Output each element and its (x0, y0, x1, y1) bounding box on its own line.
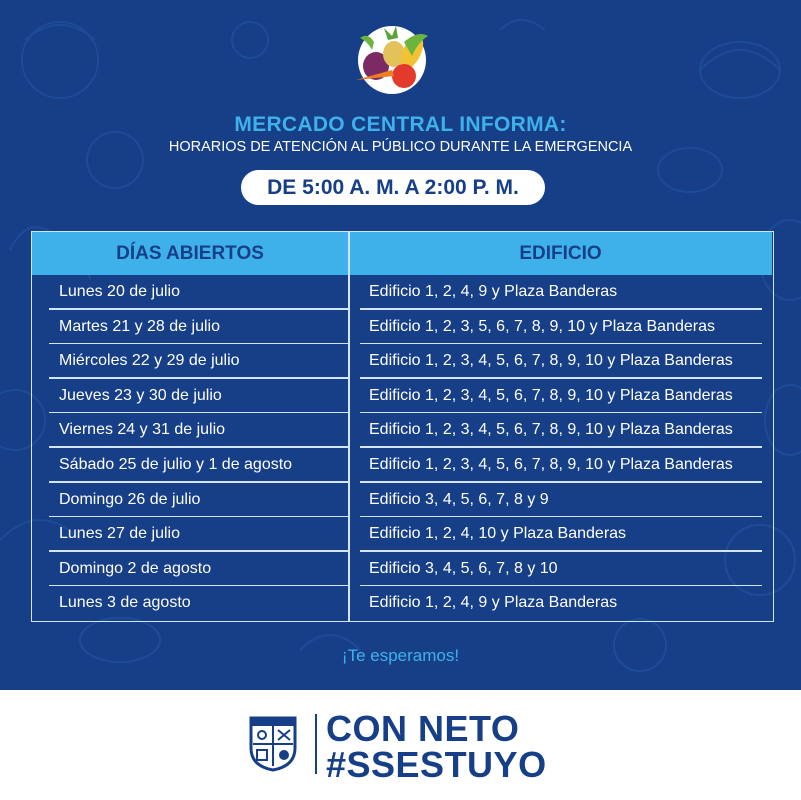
column-header-days: DÍAS ABIERTOS (116, 243, 264, 264)
table-row (32, 483, 772, 518)
vegetables-logo-icon (352, 22, 436, 98)
building-cell: Edificio 3, 4, 5, 6, 7, 8 y 9 (369, 490, 549, 508)
building-cell: Edificio 1, 2, 4, 10 y Plaza Banderas (369, 525, 627, 543)
table-row (32, 586, 772, 621)
days-cell: Domingo 2 de agosto (59, 559, 212, 577)
table-row (32, 310, 772, 345)
days-cell: Lunes 20 de julio (59, 283, 180, 300)
days-cell: Viernes 24 y 31 de julio (59, 421, 226, 439)
table-row (32, 344, 772, 379)
header-divider (348, 232, 350, 275)
table-row (32, 275, 772, 310)
footer-divider (315, 714, 317, 774)
table-row (32, 517, 772, 552)
closing-message: ¡Te esperamos! (341, 646, 460, 665)
table-row (32, 379, 772, 414)
building-cell: Edificio 1, 2, 3, 4, 5, 6, 7, 8, 9, 10 y Plaza Banderas (369, 352, 733, 370)
column-header-building: EDIFICIO (519, 243, 602, 264)
building-cell: Edificio 1, 2, 3, 4, 5, 6, 7, 8, 9, 10 y Plaza Banderas (369, 456, 733, 473)
days-cell: Martes 21 y 28 de julio (59, 317, 220, 335)
building-cell: Edificio 1, 2, 4, 9 y Plaza Banderas (369, 283, 618, 300)
table-row (32, 552, 772, 587)
table-row (32, 448, 772, 483)
building-cell: Edificio 1, 2, 3, 4, 5, 6, 7, 8, 9, 10 y Plaza Banderas (369, 421, 733, 439)
building-cell: Edificio 1, 2, 4, 9 y Plaza Banderas (369, 594, 618, 612)
municipal-crest-icon (248, 714, 298, 772)
slogan-line-1: CON NETO (326, 708, 520, 749)
announcement-subtitle: HORARIOS DE ATENCIÓN AL PÚBLICO DURANTE LA EMERGENCIA (168, 139, 633, 155)
opening-hours-badge: DE 5:00 A. M. A 2:00 P. M. (241, 170, 545, 205)
footer-brand-bar (0, 690, 801, 800)
schedule-table (31, 231, 774, 622)
days-cell: Jueves 23 y 30 de julio (59, 386, 222, 404)
building-cell: Edificio 1, 2, 3, 5, 6, 7, 8, 9, 10 y Plaza Banderas (369, 317, 715, 335)
days-cell: Sábado 25 de julio y 1 de agosto (59, 456, 293, 473)
building-cell: Edificio 3, 4, 5, 6, 7, 8 y 10 (369, 559, 558, 577)
days-cell: Lunes 27 de julio (59, 525, 180, 543)
table-header (32, 232, 772, 275)
slogan-line-2: #SSESTUYO (326, 744, 547, 785)
days-cell: Miércoles 22 y 29 de julio (59, 352, 240, 370)
table-row (32, 413, 772, 448)
announcement-title: MERCADO CENTRAL INFORMA: (234, 113, 567, 136)
days-cell: Lunes 3 de agosto (59, 594, 191, 612)
days-cell: Domingo 26 de julio (59, 490, 201, 508)
building-cell: Edificio 1, 2, 3, 4, 5, 6, 7, 8, 9, 10 y Plaza Banderas (369, 386, 733, 404)
